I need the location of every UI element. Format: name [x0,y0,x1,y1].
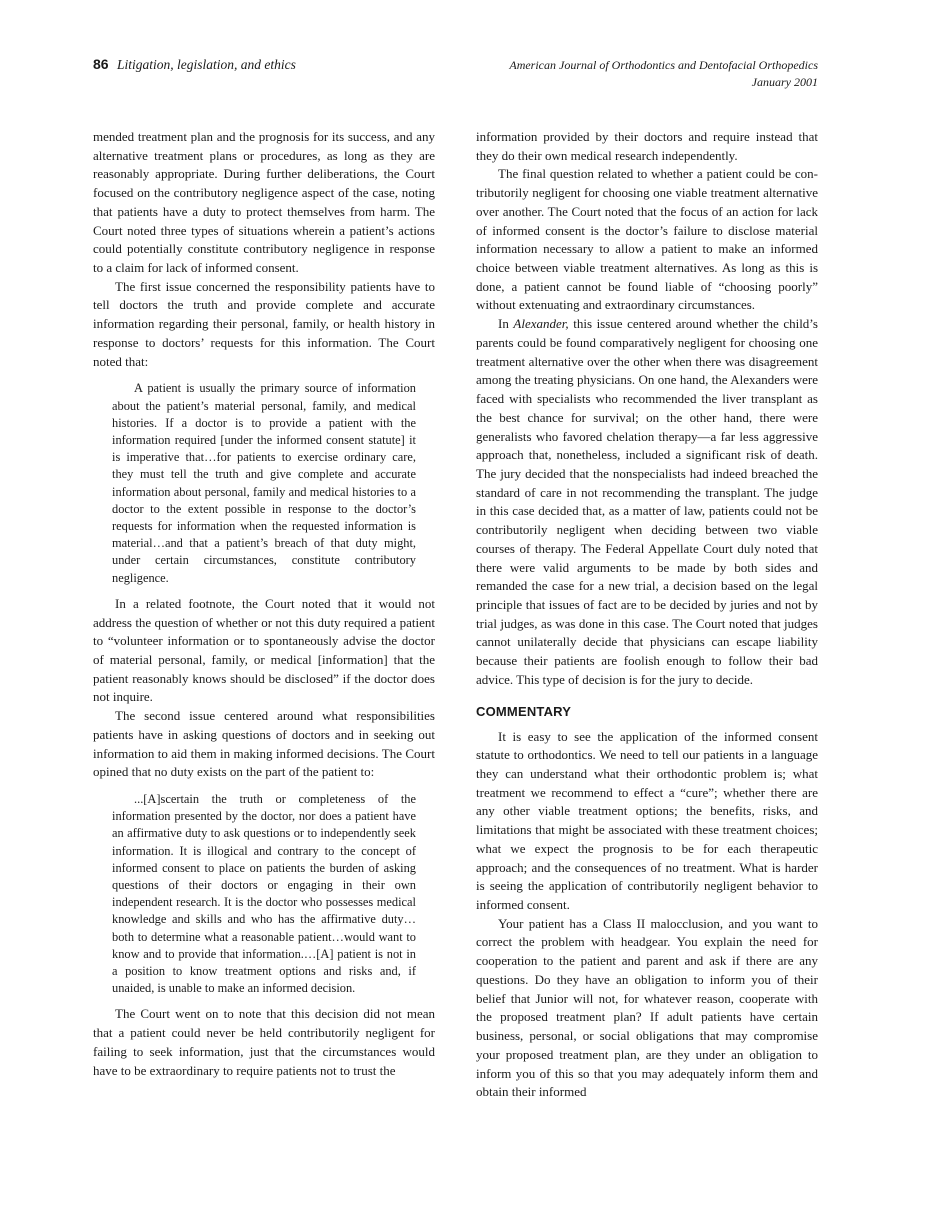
paragraph: The second issue centered around what responsibilities patients have in asking questions of doctors and in seeking out information to aid them in making informed decisions. The Court opined that no duty exists on the part of the patient to: [93,708,435,780]
paragraph: Your patient has a Class II malocclusion, and you want to correct the problem with headgear. You explain the need for cooperation to the patient and parent and ask if there are any questions. Do they have an obligation to inform you of their belief that Junior will not, for whatever reason, cooperate with the proposed treatment plan? If adult patients have certain business, personal, or social obligations that may compromise your proposed treatment plan, are they under an obligation to inform you of this so that you may adequately inform them and obtain their informed [476,915,818,1100]
block-quote [112,791,416,997]
running-header-right [509,57,818,91]
paragraph: The first issue concerned the responsibility patients have to tell doctors the truth and provide complete and accurate information regarding their personal, family, or health history in response to doctors’ requests for this information. The Court noted that: [93,278,435,369]
paragraph: mended treatment plan and the prognosis for its success, and any alternative treatment plans or procedures, as long as they are reasonably appropriate. During further deliberations, the Court focused on the contributory negligence aspect of the case, noting that patients have a duty to protect themselves from harm. The Court noted three types of situations wherein a patient’s actions could potentially constitute contributory negligence in response to a claim for lack of informed consent. [93,129,435,276]
right-column [476,128,818,1102]
paragraph: The final question related to whether a patient could be contributorily negligent for choosing one viable treatment alternative over another. The Court noted that the focus of an action for lack of informed consent is the doctor’s failure to disclose material information necessary to allow a patient to make an informed choice between viable treatment alternatives. As long as this is done, a patient cannot be found liable of “choosing poorly” without extenuating and extraordinary circumstances. [476,166,818,313]
paragraph [476,315,818,689]
case-name: Alexander, [513,316,569,332]
quote-text: A patient is usually the primary source of information about the patient’s material personal, family, and medical histories. If a doctor is to provide a patient with the information required [under the informed consent statute] it is imperative that…for patients to exercise ordinary care, they must tell the truth and give complete and accurate information about personal, family and medical histories to a doctor to the extent possible in response to the doctor’s requests for information when the requested information is material…and that a patient’s breach of that duty might, under certain circumstances, constitute contributory negligence. [112,381,416,585]
page-number: 86 [93,56,109,72]
paragraph-body: this issue centered around whether the child’s parents could be found comparatively negligent for choosing one treatment alternative over the other when there was disagreement among the treating physicians. On one hand, the Alexanders were faced with specialists who recommended the liver transplant as the best chance for survival; on the other hand, there were generalists who favored chelation therapy—a far less aggressive approach that, nonetheless, included a significant risk of death. The jury decided that the nonspecialists had indeed breached the standard of care in not recommending the transplant. The judge in this case decided that, as a matter of law, patients could not be contributorily negligent when deciding between two viable courses of therapy. The Federal Appellate Court duly noted that there were valid arguments to be made by both sides and remanded the case for a new trial, a decision based on the legal principle that issues of fact are to be decided by juries and not by trial judges, as was done in this case. The Court noted that judges cannot unilaterally decide that physicians can escape liability because their patients are foolish enough to follow their bad advice. This type of decision is for the jury to decide. [476,316,818,687]
paragraph: In a related footnote, the Court noted that it would not address the question of whether or not this duty required a patient to “volunteer information or to spontaneously advise the doctor of material personal, family, or medical [information] that the patient reasonably knows should be disclosed” if the doctor does not inquire. [93,595,435,705]
quote-text: ...[A]scertain the truth or completeness of the information presented by the doctor, nor does a patient have an affirmative duty to ask questions or to independently seek information. It is illogical and contrary to the concept of informed consent to place on patients the burden of asking questions of their doctors or engaging in their own independent research. It is the doctor who possesses medical knowledge and skills and who has the affirmative duty…both to determine what a reasonable patient…would want to know and to provide that information.…[A] patient is not in a position to know treatment options and risks and, if unaided, is unable to make an informed decision. [112,791,416,996]
running-header-left [93,56,296,73]
journal-title: American Journal of Orthodontics and Dentofacial Orthopedics [509,58,818,72]
left-column [93,128,435,1080]
section-heading: COMMENTARY [476,703,572,719]
paragraph: It is easy to see the application of the informed consent statute to orthodontics. We need to tell our patients in a language they can understand what their orthodontic problem is; what treatment we recommend to effect a “cure”; whether there are any other viable treatment options; the benefits, risks, and limitations that might be associated with these treatment choices; what we expect the prognosis to be for each therapeutic approach; and the consequences of no treatment. What is harder is seeing the application of contributorily negligent behavior to informed consent. [476,728,818,913]
block-quote [112,380,416,586]
paragraph: information provided by their doctors and require instead that they do their own medical research independently. [476,129,818,163]
paragraph: The Court went on to note that this decision did not mean that a patient could never be held contributorily negligent for failing to seek information, just that the circumstances would have to be extraordinary to require patients not to trust the [93,1006,435,1078]
issue-date: January 2001 [751,75,818,89]
section-title: Litigation, legislation, and ethics [116,57,296,72]
paragraph-lead: In [498,316,514,332]
